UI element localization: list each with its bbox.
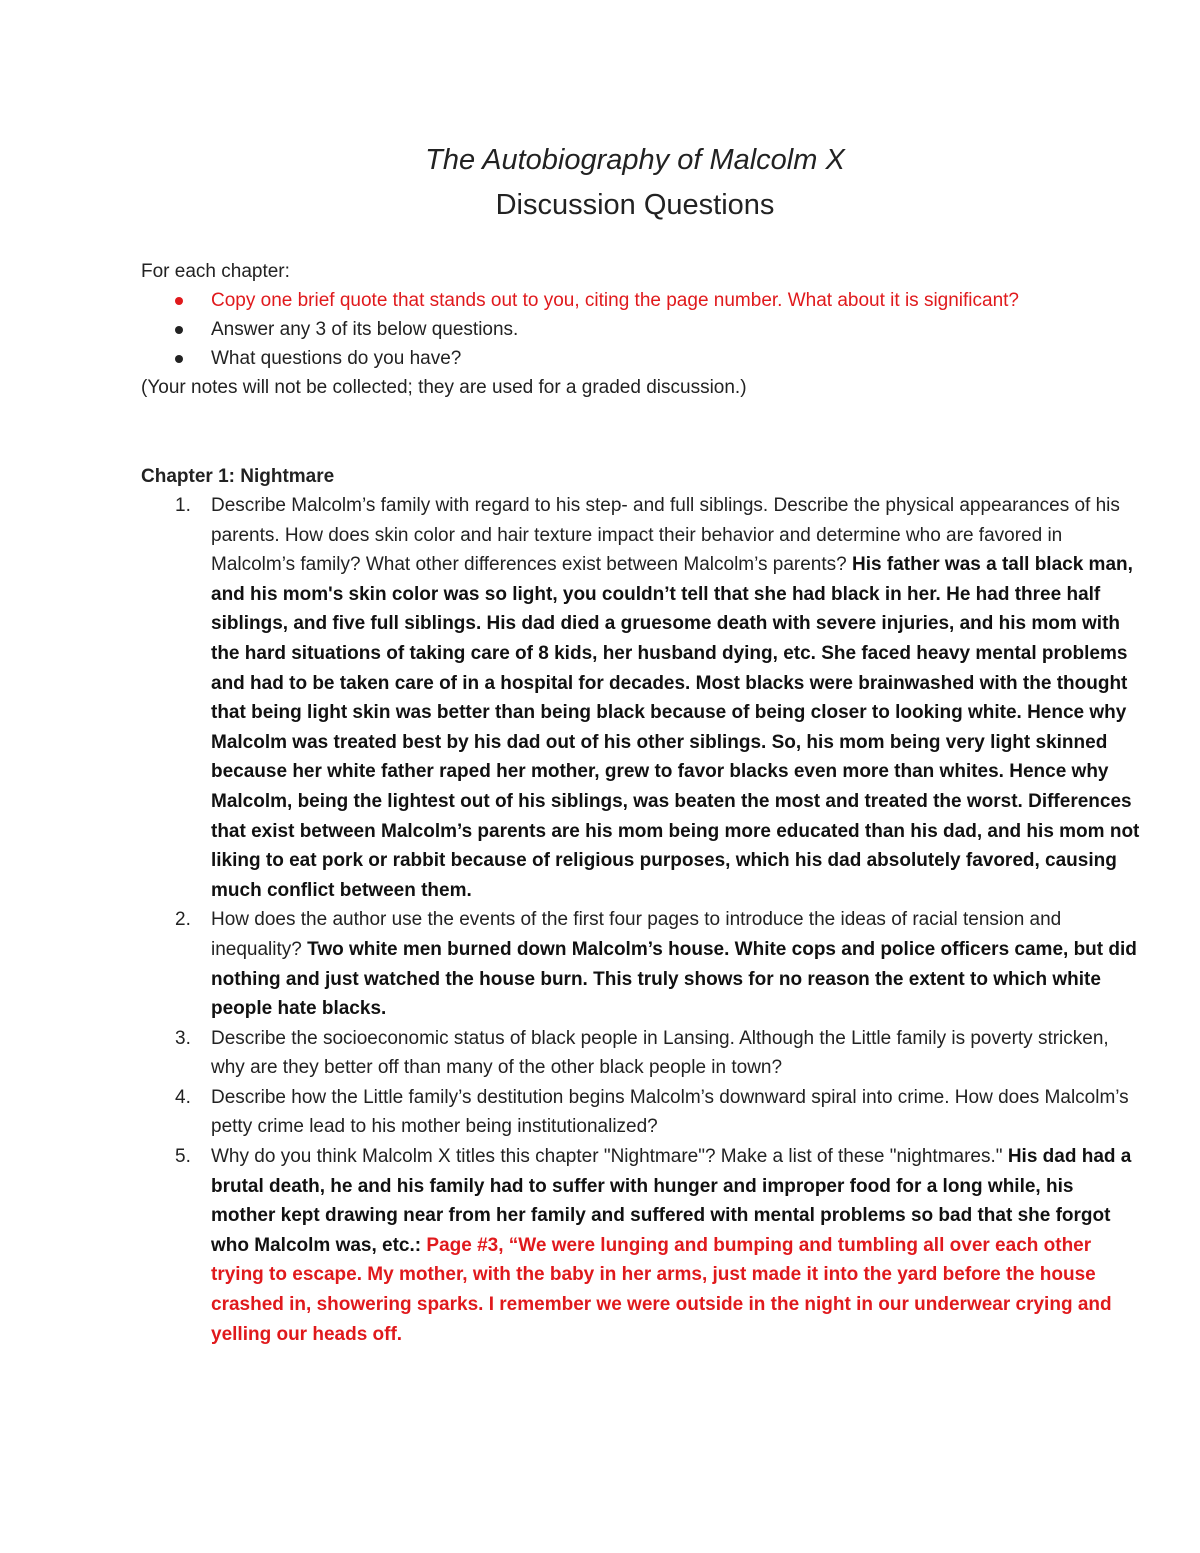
question-item xyxy=(141,1083,1141,1142)
question-number: 3. xyxy=(175,1027,191,1049)
question-item xyxy=(141,905,1141,1023)
instruction-text: Copy one brief quote that stands out to you, citing the page number. What about it is significant? xyxy=(211,290,1020,311)
question-number: 2. xyxy=(175,909,191,931)
instructions xyxy=(141,257,1151,402)
instruction-item xyxy=(141,286,1151,315)
document-subtitle: Discussion Questions xyxy=(495,189,775,221)
bullet-icon xyxy=(175,297,183,305)
question-number: 5. xyxy=(175,1146,191,1168)
quote-text: Page #3, “We were lunging and bumping and tumbling all over each other trying to escape. My mother, with the baby in her arms, just made it into the yard before the house crashed in, showering sparks. I remember we were outside in the night in our underwear crying and yelling our heads off. xyxy=(211,1234,1112,1345)
question-item xyxy=(141,491,1141,905)
question-text: Describe the socioeconomic status of black people in Lansing. Although the Little family is poverty stricken, why are they better off than many of the other black people in town? xyxy=(211,1027,1109,1079)
instruction-item xyxy=(141,315,1151,344)
bullet-icon xyxy=(175,326,183,334)
instruction-item xyxy=(141,344,1151,373)
question-text: Why do you think Malcolm X titles this chapter "Nightmare"? Make a list of these "nightmares." xyxy=(211,1146,1003,1168)
chapter-heading: Chapter 1: Nightmare xyxy=(141,466,335,487)
answer-text: His father was a tall black man, and his mom's skin color was so light, you couldn’t tell that she had black in her. He had three half siblings, and five full siblings. His dad died a gruesome death with severe injuries, and his mom with the hard situations of taking care of 8 kids, her husband dying, etc. She faced heavy mental problems and had to be taken care of in a hospital for decades. Most blacks were brainwashed with the thought that being light skin was better than being black because of being closer to looking white. Hence why Malcolm was treated best by his dad out of his other siblings. So, his mom being very light skinned because her white father raped her mother, grew to favor blacks even more than whites. Hence why Malcolm, being the lightest out of his siblings, was beaten the most and treated the worst. Differences that exist between Malcolm’s parents are his mom being more educated than his dad, and his mom not liking to eat pork or rabbit because of religious purposes, which his dad absolutely favored, causing much conflict between them. xyxy=(211,554,1140,901)
instructions-note: (Your notes will not be collected; they are used for a graded discussion.) xyxy=(141,377,747,398)
question-item xyxy=(141,1142,1141,1349)
question-text: How does the author use the events of the first four pages to introduce the ideas of racial tension and inequality? xyxy=(211,909,1062,960)
question-text: Describe how the Little family’s destitution begins Malcolm’s downward spiral into crime. How does Malcolm’s petty crime lead to his mother being institutionalized? xyxy=(211,1086,1129,1138)
question-list xyxy=(141,491,1141,1349)
question-text: Describe Malcolm’s family with regard to his step- and full siblings. Describe the physical appearances of his parents. How does skin color and hair texture impact their behavior and determine who are favored in Malcolm’s family? What other differences exist between Malcolm’s parents? xyxy=(211,495,1120,576)
answer-text: His dad had a brutal death, he and his family had to suffer with hunger and improper food for a long while, his mother kept drawing near from her family and suffered with mental problems so bad that she forgot who Malcolm was, etc.: xyxy=(211,1146,1132,1256)
instructions-list xyxy=(141,286,1151,373)
instructions-lead: For each chapter: xyxy=(141,261,290,282)
instruction-text: What questions do you have? xyxy=(211,348,462,369)
bullet-icon xyxy=(175,355,183,363)
document-title: The Autobiography of Malcolm X xyxy=(425,144,845,176)
question-number: 4. xyxy=(175,1086,191,1108)
instruction-text: Answer any 3 of its below questions. xyxy=(211,319,519,340)
answer-text: Two white men burned down Malcolm’s house. White cops and police officers came, but did nothing and just watched the house burn. This truly shows for no reason the extent to which white people hate blacks. xyxy=(211,938,1137,1020)
question-number: 1. xyxy=(175,495,191,516)
chapter-section xyxy=(141,462,1141,1349)
question-item xyxy=(141,1024,1141,1083)
